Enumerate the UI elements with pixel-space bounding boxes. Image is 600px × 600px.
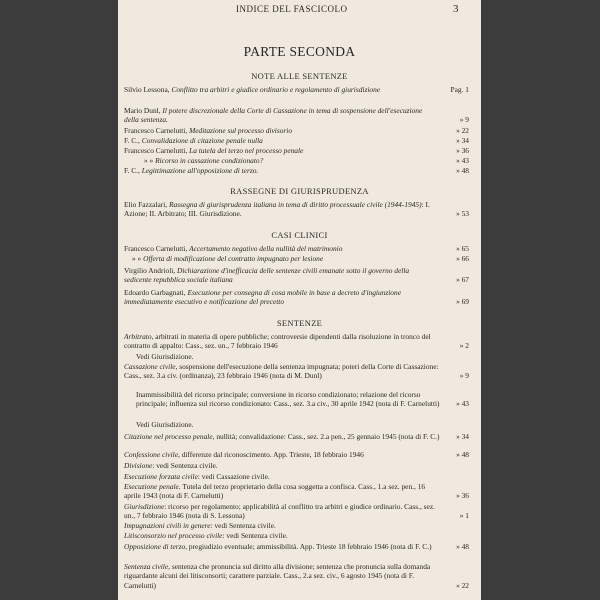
index-entry: Arbitrato, arbitrati in materia di opere pubbliche; controversie dipendenti dalla risoluzione in tronco del contratto di appalto: Cass., sez. un., 7 febbraio 1946 » 2 xyxy=(124,332,469,351)
list-item: » » Ricorso in cassazione condizionato? » 43 xyxy=(144,156,469,165)
section-title-sentenze: SENTENZE xyxy=(276,318,323,328)
index-entry: Vedi Giurisdizione. xyxy=(136,352,194,361)
index-page xyxy=(118,0,481,600)
index-entry: Sentenza civile, sentenza che pronuncia sul diritto alla divisione; sentenza che pronuncia sulla domanda riguardante alcuni dei litisconsorti; carattere parziale. Cass., 2.a sez. civ., 6 agosto 1945 (nota di F. Carnelutti) » 22 xyxy=(124,562,469,590)
section-title-rassegne: RASSEGNE DI GIURISPRUDENZA xyxy=(230,186,369,196)
list-item: Virgilio Andrioli, Dichiarazione d'inefficacia delle sentenze civili emanate sotto il governo della sedicente repubblica sociale italiana » 67 xyxy=(124,266,469,285)
index-entry: Cassazione civile, sospensione dell'esecuzione della sentenza impugnata; poteri della Corte di Cassazione: Cass., sez. 3.a civ. (ordinanza), 23 febbraio 1946 (nota di M. Dunl) » 9 xyxy=(124,362,469,381)
list-item: » » Offerta di modificazione del contratto impugnato per lesione » 66 xyxy=(132,254,469,263)
index-entry: Confessione civile, differenze dal riconoscimento. App. Trieste, 18 febbraio 1946 » 48 xyxy=(124,450,469,459)
list-item: Francesco Carnelutti, Meditazione sul processo divisorio » 22 xyxy=(124,126,469,135)
list-item: Francesco Carnelutti, La tutela del terzo nel processo penale » 36 xyxy=(124,146,469,155)
index-entry: Giurisdizione: ricorso per regolamento; applicabilità al conflitto tra arbitri e giudice ordinario. Cass., sez. un., 7 febbraio 1946 (nota di S. Lessona) » 1 xyxy=(124,502,469,521)
list-item: Francesco Carnelutti, Accertamento negativo della nullità del matrimonio » 65 xyxy=(124,244,469,253)
header-title: INDICE DEL FASCICOLO xyxy=(236,4,348,14)
list-item: Mario Dunl, Il potere discrezionale della Corte di Cassazione in tema di sospensione dell'esecuzione della sentenza. » 9 xyxy=(124,106,469,125)
header-page-number: 3 xyxy=(453,3,459,15)
part-title: PARTE SECONDA xyxy=(243,44,356,59)
list-item: F. C., Convalidazione di citazione penale nulla » 34 xyxy=(124,136,469,145)
section-title-note: NOTE ALLE SENTENZE xyxy=(251,71,348,81)
index-entry: Vedi Giurisdizione. xyxy=(136,420,194,429)
index-entry: Divisione: vedi Sentenza civile. xyxy=(124,461,218,470)
list-item: Edoardo Garbagnati, Esecuzione per consegna di cosa mobile in base a decreto d'ingiunzione immediatamente esecutivo e notificazione del precetto » 69 xyxy=(124,288,469,307)
list-item: Elio Fazzalari, Rassegna di giurisprudenza italiana in tema di diritto processuale civile (1944-1945): I. Azione; II. Arbitrato; III. Giurisdizione. » 53 xyxy=(124,200,469,219)
section-title-casi: CASI CLINICI xyxy=(271,230,328,240)
index-entry: Litisconsorzio nel processo civile: vedi Sentenza civile. xyxy=(124,531,288,540)
index-entry: Citazione nel processo penale, nullità; convalidazione: Cass., sez. 2.a pen., 25 gennaio 1945 (nota di F. C.) » 34 xyxy=(124,432,469,441)
index-entry: Impugnazioni civili in genere: vedi Sentenza civile. xyxy=(124,521,276,530)
index-entry: Inammissibilità del ricorso principale; conversione in ricorso condizionato; relazione del ricorso principale; influenza sul ricorso condizionato: Cass., sez. 3.a civ., 30 aprile 1942 (nota di F. Carnelutti) » 43 xyxy=(136,390,469,409)
index-entry: Opposizione di terzo, pregiudizio eventuale; ammissibilità. App. Trieste 18 febbraio 1946 (nota di F. C.) » 48 xyxy=(124,542,469,551)
index-entry: Esecuzione forzata civile: vedi Cassazione civile. xyxy=(124,472,270,481)
index-entry: Esecuzione penale. Tutela del terzo proprietario della cosa soggetta a confisca. Cass., 1.a sez. pen., 16 aprile 1943 (nota di F. Carnelutti) » 36 xyxy=(124,482,469,501)
list-item: Silvio Lessona, Conflitto tra arbitri e giudice ordinario e regolamento di giurisdizione Pag. 1 xyxy=(124,85,469,94)
list-item: F. C., Legittimazione all'opposizione di terzo. » 48 xyxy=(124,166,469,175)
